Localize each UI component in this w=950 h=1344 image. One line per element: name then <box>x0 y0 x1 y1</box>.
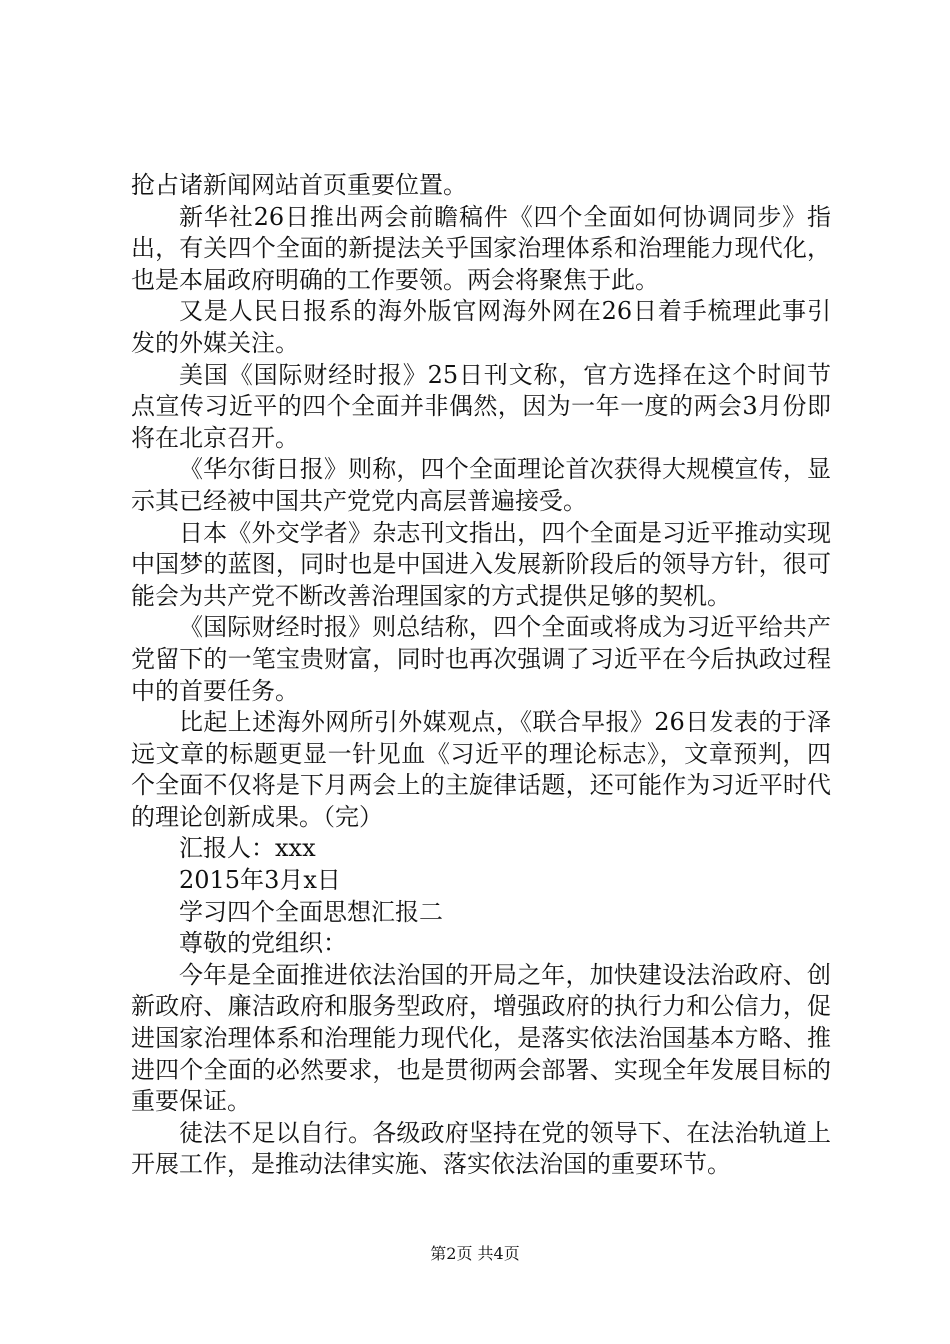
page-footer <box>0 1244 950 1264</box>
paragraph: 比起上述海外网所引外媒观点，《联合早报》26日发表的于泽远文章的标题更显一针见血《习近平的理论标志》，文章预判，四个全面不仅将是下月两会上的主旋律话题，还可能作为习近平时代的理论创新成果。（完） <box>131 708 831 831</box>
paragraph: 日本《外交学者》杂志刊文指出，四个全面是习近平推动实现中国梦的蓝图，同时也是中国进入发展新阶段后的领导方针，很可能会为共产党不断改善治理国家的方式提供足够的契机。 <box>131 518 831 610</box>
page-number: 第2页 共4页 <box>430 1244 520 1263</box>
salutation: 尊敬的党组织： <box>179 929 347 958</box>
paragraph: 又是人民日报系的海外版官网海外网在26日着手梳理此事引发的外媒关注。 <box>131 297 831 357</box>
date-line: 2015年3月x日 <box>179 866 341 895</box>
paragraph: 抢占诸新闻网站首页重要位置。 <box>131 171 467 199</box>
paragraph: 今年是全面推进依法治国的开局之年，加快建设法治政府、创新政府、廉洁政府和服务型政府，增强政府的执行力和公信力，促进国家治理体系和治理能力现代化，是落实依法治国基本方略、推进四个全面的必然要求，也是贯彻两会部署、实现全年发展目标的重要保证。 <box>131 960 831 1116</box>
document-body <box>131 170 831 1181</box>
paragraph: 美国《国际财经时报》25日刊文称，官方选择在这个时间节点宣传习近平的四个全面并非偶然，因为一年一度的两会3月份即将在北京召开。 <box>131 360 831 452</box>
paragraph: 《华尔街日报》则称，四个全面理论首次获得大规模宣传，显示其已经被中国共产党党内高层普遍接受。 <box>131 455 831 515</box>
paragraph: 《国际财经时报》则总结称，四个全面或将成为习近平给共产党留下的一笔宝贵财富，同时也再次强调了习近平在今后执政过程中的首要任务。 <box>131 613 831 705</box>
section-title: 学习四个全面思想汇报二 <box>179 897 443 926</box>
paragraph: 新华社26日推出两会前瞻稿件《四个全面如何协调同步》指出，有关四个全面的新提法关乎国家治理体系和治理能力现代化，也是本届政府明确的工作要领。两会将聚焦于此。 <box>131 202 831 294</box>
paragraph: 徒法不足以自行。各级政府坚持在党的领导下、在法治轨道上开展工作，是推动法律实施、落实依法治国的重要环节。 <box>131 1118 831 1179</box>
reporter-line: 汇报人：xxx <box>179 834 316 863</box>
